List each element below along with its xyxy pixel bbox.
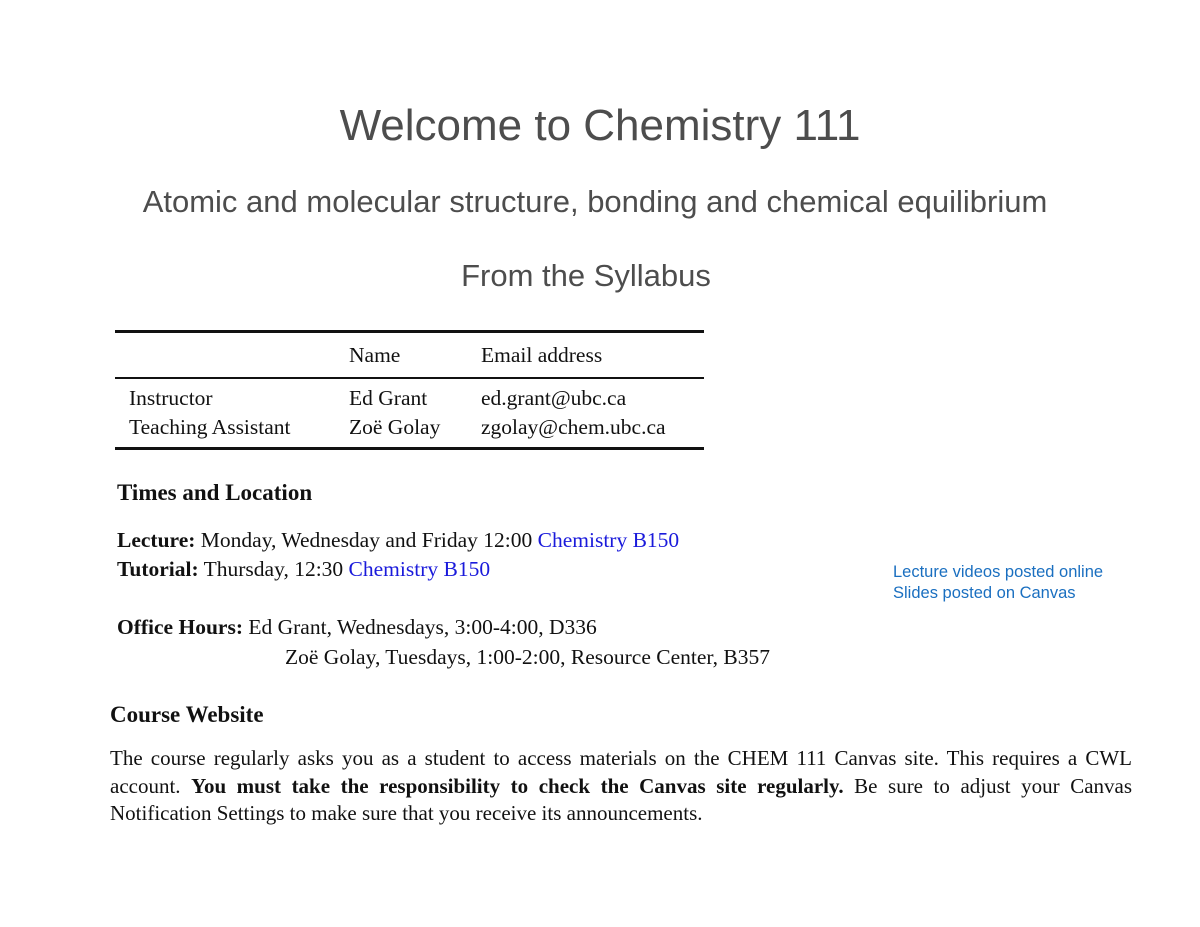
course-website-heading: Course Website	[110, 702, 264, 727]
tutorial-text: Thursday, 12:30	[203, 557, 344, 581]
times-heading: Times and Location	[117, 480, 313, 505]
office-hours-label: Office Hours:	[117, 615, 243, 639]
tutorial-label: Tutorial:	[117, 557, 199, 581]
course-website-paragraph	[110, 745, 1132, 828]
tutorial-line	[117, 557, 490, 582]
table-row	[115, 413, 704, 442]
para-text-bold: You must take the responsibility to check the Canvas site regularly.	[191, 773, 844, 798]
note-slides: Slides posted on Canvas	[893, 584, 1076, 602]
row-email: zgolay@chem.ubc.ca	[481, 415, 666, 439]
note-videos: Lecture videos posted online	[893, 563, 1104, 581]
row-role: Instructor	[129, 386, 213, 410]
table-row	[115, 379, 704, 413]
table-header-cell	[115, 333, 349, 377]
row-name: Zoë Golay	[349, 415, 441, 439]
office-hours-instructor: Ed Grant, Wednesdays, 3:00-4:00, D336	[248, 615, 597, 639]
lecture-text: Monday, Wednesday and Friday 12:00	[200, 528, 533, 552]
table-header-row	[115, 333, 704, 377]
table-header-name: Name	[349, 342, 401, 367]
lecture-label: Lecture:	[117, 528, 196, 552]
row-role: Teaching Assistant	[129, 415, 291, 439]
section-heading: From the Syllabus	[461, 258, 711, 293]
row-email: ed.grant@ubc.ca	[481, 386, 627, 410]
lecture-line	[117, 528, 679, 553]
lecture-room-link[interactable]: Chemistry B150	[537, 528, 680, 552]
para-text-before: The course regularly asks you as a student to access materials on the CHEM 111 Canvas site. This requires a CWL account.	[110, 746, 1132, 798]
office-hours-ta: Zoë Golay, Tuesdays, 1:00-2:00, Resource Center, B357	[285, 645, 771, 669]
row-name: Ed Grant	[349, 386, 428, 410]
table-bottom-rule	[115, 447, 704, 450]
tutorial-room-link[interactable]: Chemistry B150	[348, 557, 491, 581]
page-title: Welcome to Chemistry 111	[339, 101, 861, 150]
office-hours-line	[117, 615, 597, 640]
page-subtitle: Atomic and molecular structure, bonding and chemical equilibrium	[142, 184, 1048, 219]
contacts-table	[115, 330, 704, 450]
table-header-email: Email address	[481, 342, 603, 367]
para-text-after: Be sure to adjust your Canvas Notification Settings to make sure that you receive its announcements.	[110, 773, 1133, 825]
